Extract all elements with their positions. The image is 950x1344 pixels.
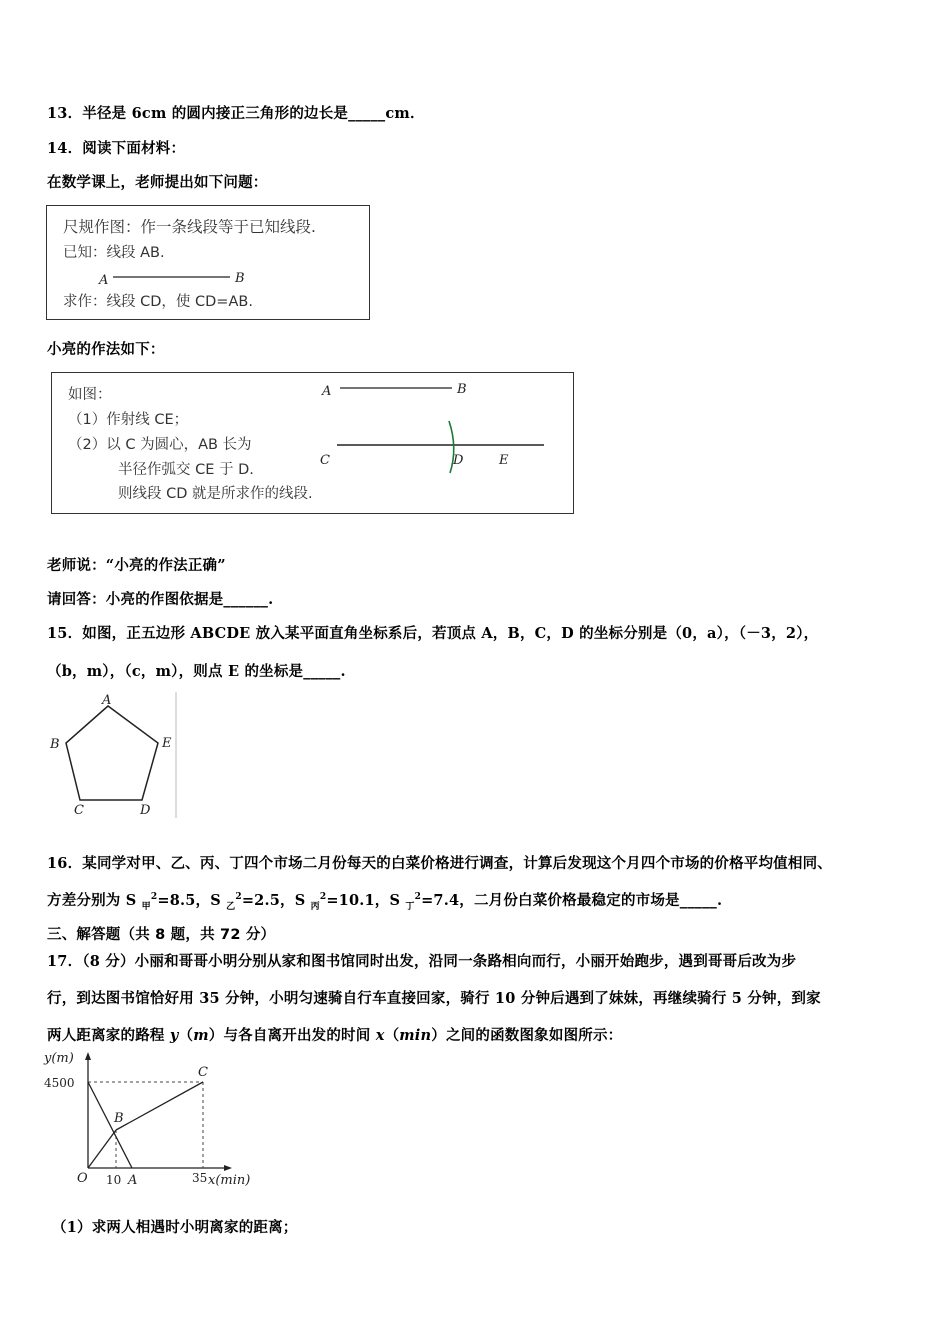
q13-text: 13．半径是 6cm 的圆内接正三角形的边长是_____cm．: [47, 105, 425, 122]
problem-box-title: 尺规作图：作一条线段等于已知线段.: [63, 218, 316, 236]
x-axis-label: x(min): [208, 1173, 251, 1188]
q17-line-3: [47, 1024, 622, 1045]
pentagon-abcde: [66, 706, 158, 800]
x-tick-10: 10: [106, 1173, 122, 1187]
q17-sub-question-1: （1）求两人相遇时小明离家的距离；: [52, 1219, 298, 1236]
sup-2: 2: [235, 892, 242, 903]
pentagon-label-c: C: [74, 803, 84, 818]
sup-2: 2: [319, 892, 327, 903]
line3-part-a: 两人距离家的路程: [47, 1027, 170, 1044]
line3-unit-min: min: [399, 1027, 432, 1044]
construction-figure: [312, 373, 572, 511]
point-b-label: B: [114, 1111, 124, 1126]
construct-point-d: D: [453, 453, 464, 468]
problem-box-task: 求作：线段 CD，使 CD=AB.: [63, 294, 253, 310]
q14-intro: 在数学课上，老师提出如下问题：: [47, 174, 268, 191]
distance-time-graph: [40, 1050, 270, 1195]
q15-line-1: 15．如图，正五边形 ABCDE 放入某平面直角坐标系后，若顶点 A，B，C，D 的坐标分别是（0，a），（－3，2），: [47, 625, 819, 642]
y-axis-arrow: [85, 1052, 91, 1060]
segment-point-a: A: [99, 273, 109, 288]
pentagon-figure: [44, 690, 184, 820]
x-axis-arrow: [224, 1165, 232, 1171]
xiaoli-walk-line: [116, 1082, 203, 1130]
value-yi: =2.5，S: [241, 892, 306, 909]
q14-method-intro: 小亮的作法如下：: [47, 341, 165, 358]
sub-ding: 丁: [405, 901, 415, 912]
line3-unit-m: m: [193, 1027, 209, 1044]
construct-point-b: B: [457, 382, 467, 397]
segment-point-b: B: [235, 271, 245, 286]
q14-title: 14．阅读下面材料：: [47, 140, 186, 157]
segment-ab-figure: [87, 266, 257, 288]
problem-box-given: 已知：线段 AB.: [63, 245, 165, 261]
line3-part-c: ）与各自离开出发的时间: [208, 1027, 376, 1044]
method-line-5: 则线段 CD 就是所求作的线段.: [118, 486, 313, 502]
line3-part-e: ）之间的函数图象如图所示：: [431, 1027, 623, 1044]
y-tick-4500: 4500: [44, 1076, 75, 1090]
q15-line-2: （b，m），（c，m），则点 E 的坐标是_____.: [47, 663, 346, 680]
q16-line-2: [47, 889, 722, 912]
line3-var-x: x: [375, 1027, 385, 1044]
sub-bing: 丙: [310, 901, 320, 912]
pentagon-label-b: B: [50, 737, 60, 752]
q17-line-2: 行，到达图书馆恰好用 35 分钟，小明匀速骑自行车直接回家，骑行 10 分钟后遇到了妹妹，再继续骑行 5 分钟，到家: [47, 990, 821, 1007]
xiaoli-run-line: [88, 1130, 116, 1168]
q17-line-1: 17．（8 分）小丽和哥哥小明分别从家和图书馆同时出发，沿同一条路相向而行，小丽开始跑步，遇到哥哥后改为步: [47, 953, 797, 970]
construct-point-c: C: [320, 453, 330, 468]
pentagon-label-a: A: [102, 693, 112, 708]
pentagon-label-d: D: [140, 803, 151, 818]
line3-part-b: （: [178, 1027, 194, 1044]
method-line-2: （1）作射线 CE；: [68, 412, 189, 428]
method-line-1: 如图：: [68, 387, 112, 403]
sup-2: 2: [414, 892, 422, 903]
origin-label: O: [77, 1171, 88, 1186]
value-ding: =7.4，二月份白菜价格最稳定的市场是_____.: [421, 892, 723, 909]
construct-point-a: A: [322, 384, 332, 399]
variance-prefix: 方差分别为 S: [47, 892, 137, 909]
method-line-3: （2）以 C 为圆心，AB 长为: [68, 437, 252, 453]
value-jia: =8.5，S: [157, 892, 221, 909]
x-tick-a: A: [128, 1173, 138, 1188]
section-3-title: 三、解答题（共 8 题，共 72 分）: [47, 927, 276, 943]
line3-var-y: y: [169, 1027, 179, 1044]
line3-part-d: （: [384, 1027, 400, 1044]
q14-method-box: [51, 372, 574, 514]
pentagon-label-e: E: [162, 736, 172, 751]
sup-2: 2: [150, 892, 158, 903]
q14-problem-box: [46, 205, 370, 320]
q16-line-1: 16．某同学对甲、乙、丙、丁四个市场二月份每天的白菜价格进行调查，计算后发现这个月四个市场的价格平均值相同、: [47, 855, 832, 872]
value-bing: =10.1，S: [326, 892, 401, 909]
q14-teacher-comment: 老师说：“小亮的作法正确”: [47, 557, 226, 574]
sub-jia: 甲: [141, 901, 151, 912]
sub-yi: 乙: [226, 901, 236, 912]
x-tick-35: 35: [192, 1171, 208, 1185]
q14-question: 请回答：小亮的作图依据是______.: [47, 591, 274, 608]
y-axis-label: y(m): [44, 1051, 74, 1066]
point-c-label: C: [198, 1065, 208, 1080]
method-line-4: 半径作弧交 CE 于 D.: [118, 462, 254, 478]
construct-point-e: E: [499, 453, 509, 468]
